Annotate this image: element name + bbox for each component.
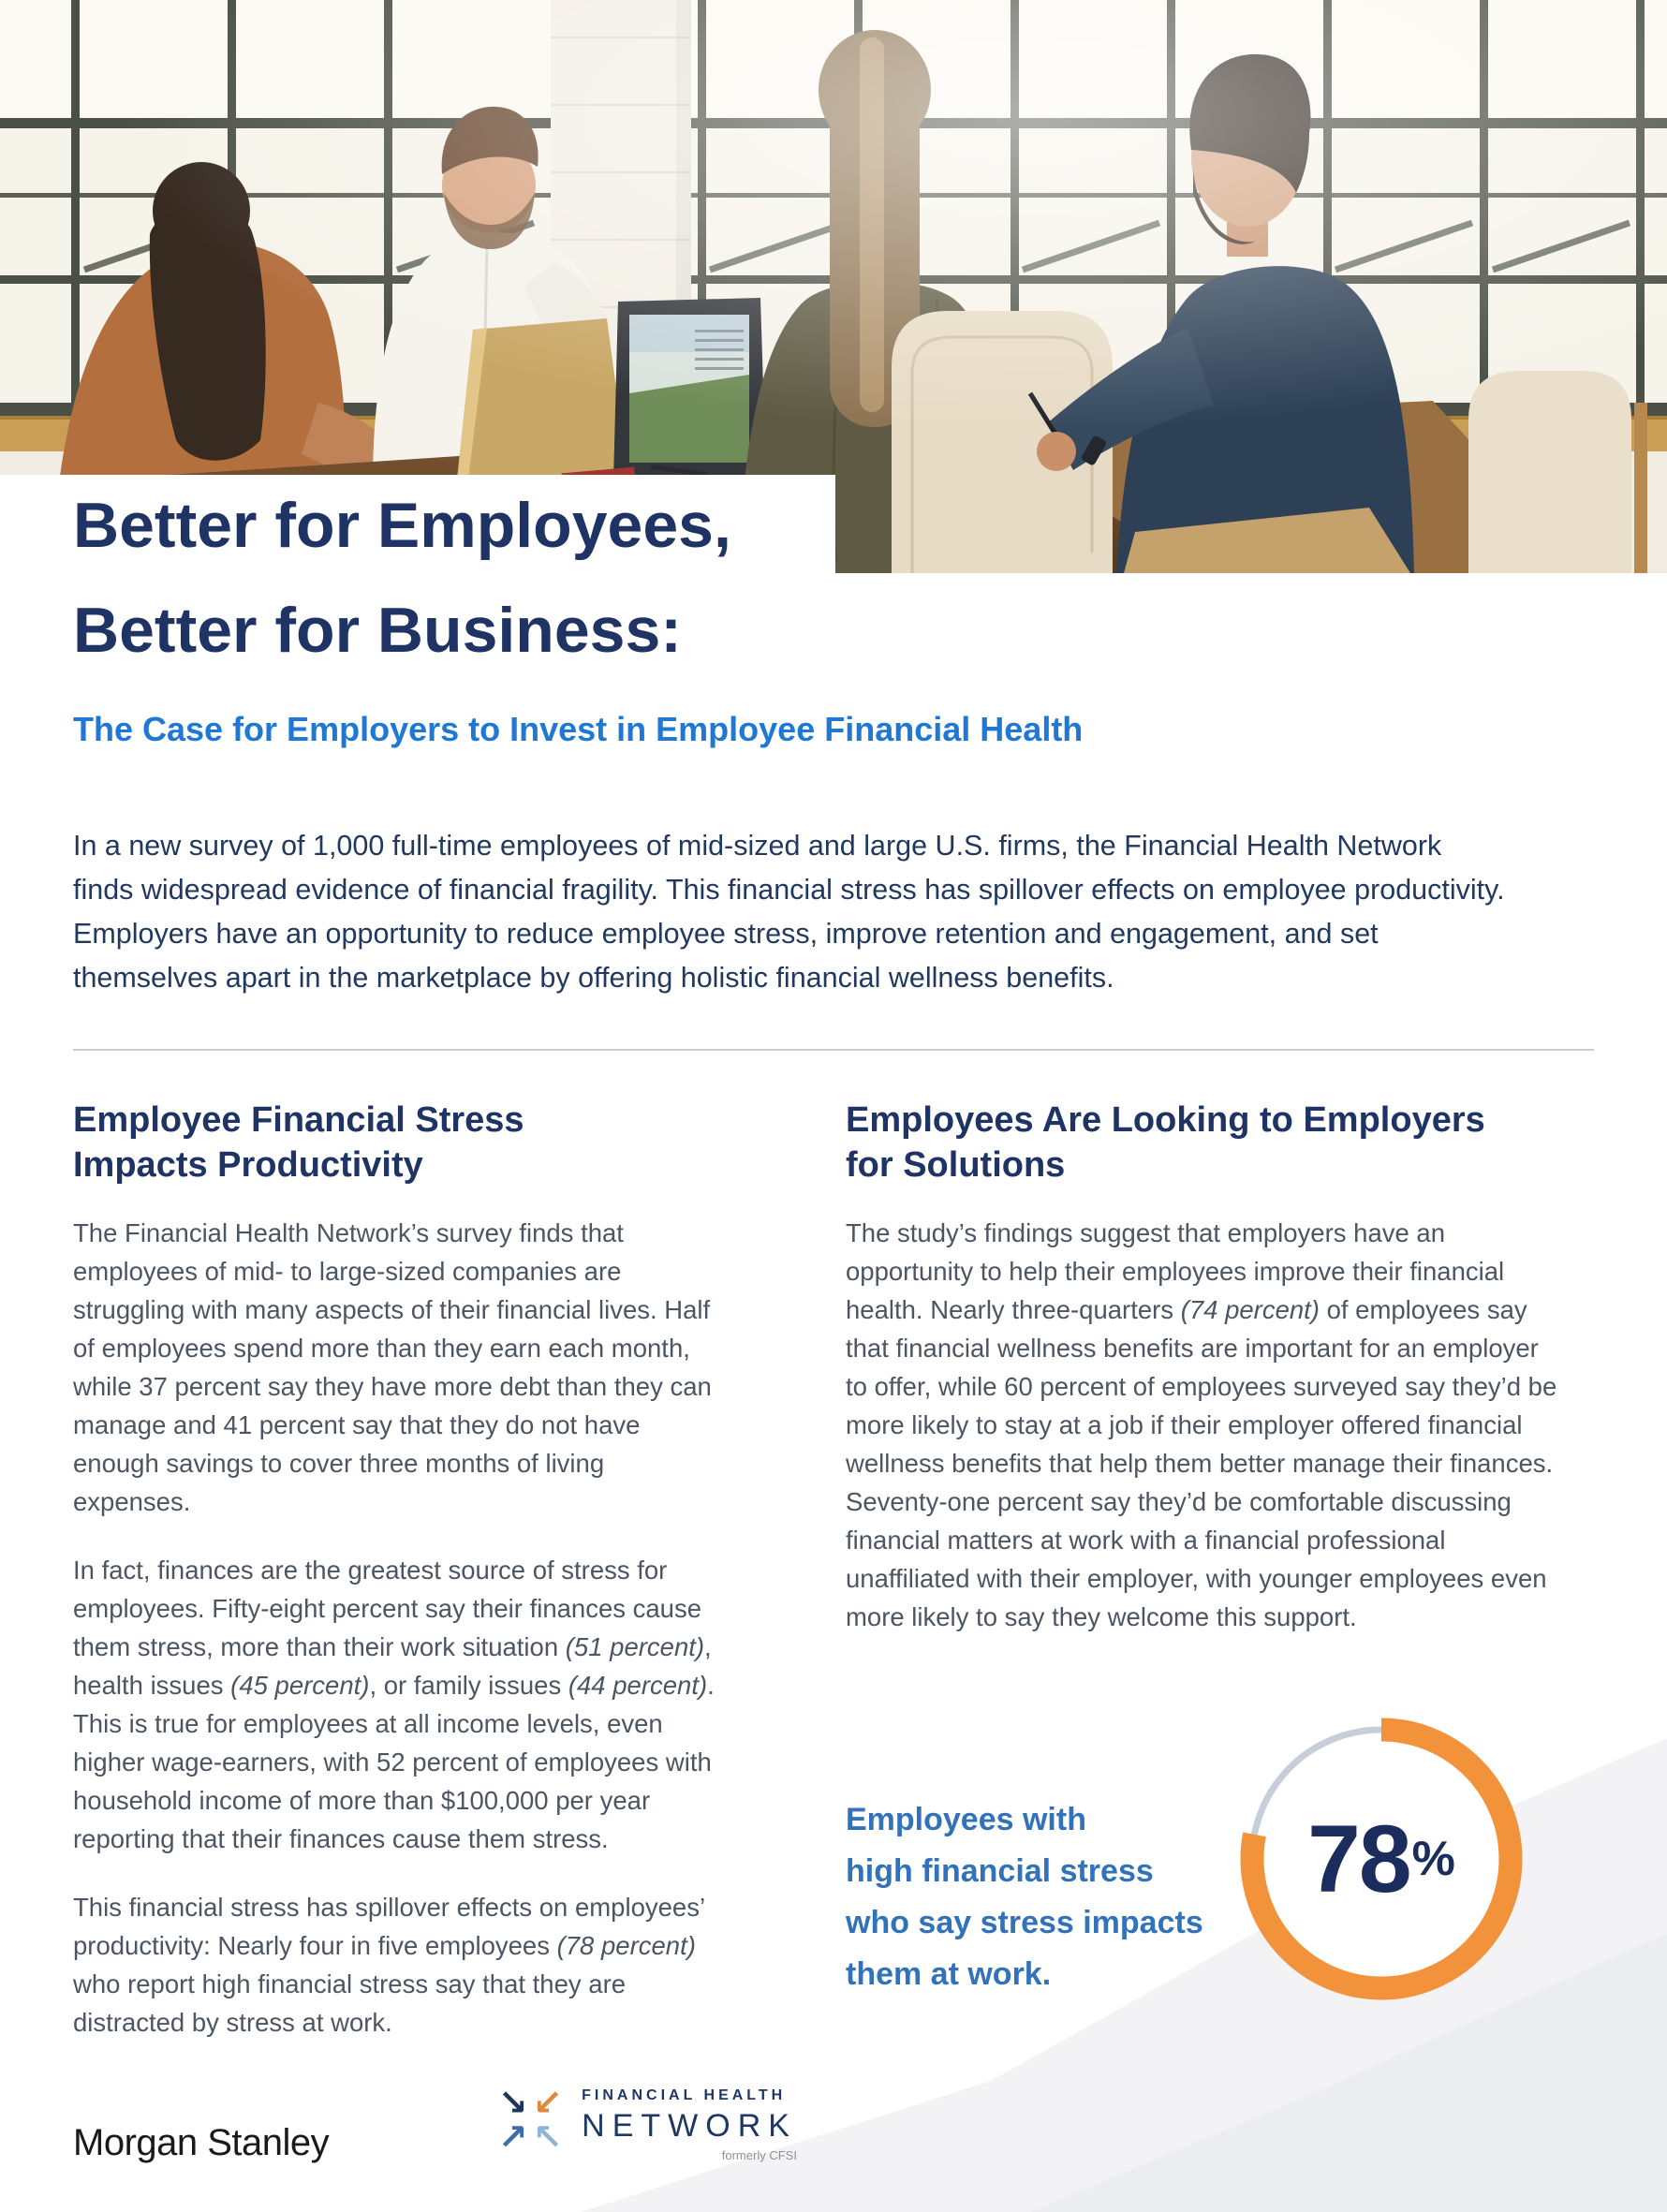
page-title-line2: Better for Business: xyxy=(73,595,682,666)
intro-paragraph: In a new survey of 1,000 full-time employees of mid-sized and large U.S. firms, the Financial Health Network finds widespread evidence of financial fragility. This financial stress has spillover effects on employee productivity. Employers have an opportunity to reduce employee stress, improve retention and engagement, and set themselves apart in the marketplace by offering holistic financial wellness benefits. xyxy=(73,830,1505,994)
donut-chart xyxy=(1232,1709,1531,2009)
page-title xyxy=(73,473,731,683)
left-paragraph-3: This financial stress has spillover effects on employees’ productivity: Nearly four in five employees (78 percent) who report high financial stress say that they are distracted by stress at work. xyxy=(73,1893,705,2037)
right-column-heading: Employees Are Looking to Employers for Solutions xyxy=(846,1100,1485,1185)
page-subtitle: The Case for Employers to Invest in Employee Financial Health xyxy=(73,710,1084,748)
donut-value: 78 xyxy=(1307,1805,1410,1912)
donut-unit: % xyxy=(1411,1832,1455,1886)
fhn-tagline: formerly CFSI xyxy=(721,2147,797,2162)
left-column-heading: Employee Financial Stress Impacts Productivity xyxy=(73,1100,524,1185)
fhn-wordmark: FINANCIAL HEALTH NETWORK formerly CFSI xyxy=(582,2087,797,2162)
arrow-down-left-icon: ↙ xyxy=(532,2081,563,2123)
financial-health-network-logo xyxy=(495,2081,797,2162)
stat-callout-text: Employees with high financial stress who say stress impacts them at work. xyxy=(846,1802,1203,1992)
column-left xyxy=(73,1098,724,2072)
left-paragraph-1: The Financial Health Network’s survey finds that employees of mid- to large-sized companies are struggling with many aspects of their financial lives. Half of employees spend more than they earn each month, while 37 percent say they have more debt than they can manage and 41 percent say that they do not have enough savings to cover three months of living expenses. xyxy=(73,1218,712,1516)
section-divider xyxy=(73,1049,1594,1051)
page-title-line1: Better for Employees, xyxy=(73,490,731,561)
left-paragraph-2: In fact, finances are the greatest source of stress for employees. Fifty-eight percent say their finances cause them stress, more than their work situation (51 percent), health issues (45 percent), or family issues (44 percent). This is true for employees at all income levels, even higher wage-earners, with 52 percent of employees with household income of more than $100,000 per year reporting that their finances cause them stress. xyxy=(73,1556,715,1853)
fhn-arrows-mark-icon xyxy=(495,2081,565,2158)
donut-label xyxy=(1232,1709,1531,2009)
column-right xyxy=(846,1098,1565,1666)
footer-logos xyxy=(73,2083,797,2164)
right-paragraph-1: The study’s findings suggest that employers have an opportunity to help their employees improve their financial health. Nearly three-quarters (74 percent) of employees say that financial wellness benefits are important for an employer to offer, while 60 percent of employees surveyed say they’d be more likely to stay at a job if their employer offered financial wellness benefits that help them better manage their finances. Seventy-one percent say they’d be comfortable discussing financial matters at work with a financial professional unaffiliated with their employer, with younger employees even more likely to say they welcome this support. xyxy=(846,1218,1557,1631)
arrow-up-right-icon: ↗ xyxy=(497,2116,528,2158)
morgan-stanley-logo: Morgan Stanley xyxy=(73,2122,330,2163)
arrow-up-left-icon: ↖ xyxy=(532,2116,563,2158)
arrow-down-right-icon: ↘ xyxy=(497,2081,528,2123)
